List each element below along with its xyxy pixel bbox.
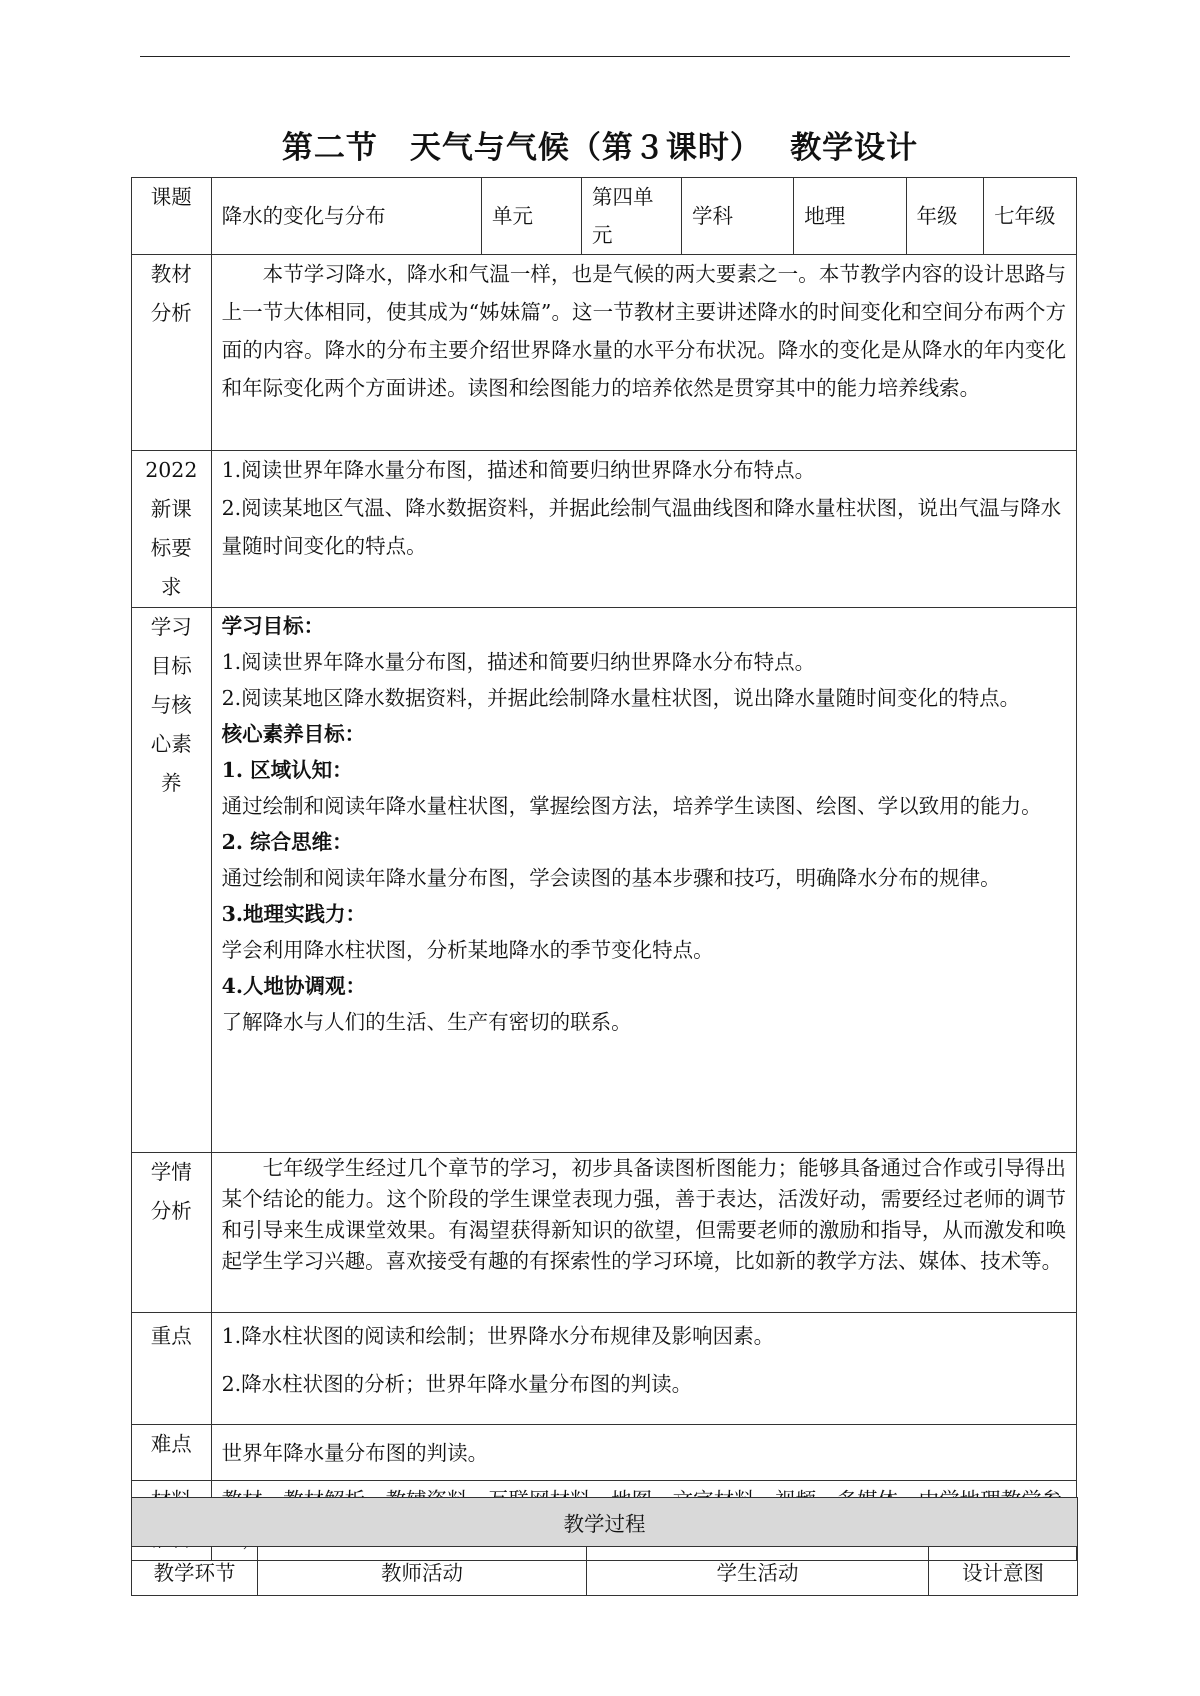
learning-item: 2.阅读某地区降水数据资料，并据此绘制降水量柱状图，说出降水量随时间变化的特点。 <box>221 686 1021 710</box>
difficulties-row <box>132 1425 1077 1481</box>
core-item-text: 了解降水与人们的生活、生产有密切的联系。 <box>221 1010 632 1034</box>
grade-value: 七年级 <box>984 178 1077 255</box>
core-item-text: 学会利用降水柱状图，分析某地降水的季节变化特点。 <box>221 938 714 962</box>
unit-value: 第四单元 <box>582 178 682 255</box>
core-item-text: 通过绘制和阅读年降水量分布图，学会读图的基本步骤和技巧，明确降水分布的规律。 <box>221 866 1001 890</box>
material-analysis-row <box>132 255 1077 451</box>
core-item-heading: 2. 综合思维： <box>221 830 353 854</box>
objectives-row <box>132 608 1077 1153</box>
grade-label: 年级 <box>906 178 984 255</box>
header-row <box>132 178 1077 255</box>
difficulties-label: 难点 <box>132 1425 212 1481</box>
process-column-header: 教学环节 <box>132 1547 258 1596</box>
key-points-text <box>211 1313 1076 1425</box>
lesson-plan-table <box>131 177 1077 1561</box>
core-item-text: 通过绘制和阅读年降水量柱状图，掌握绘图方法，培养学生读图、绘图、学以致用的能力。 <box>221 794 1042 818</box>
objectives-text <box>211 608 1076 1153</box>
curriculum-item: 1.阅读世界年降水量分布图，描述和简要归纳世界降水分布特点。 <box>221 458 816 482</box>
topic-value: 降水的变化与分布 <box>211 178 481 255</box>
curriculum-label: 2022 新课 标要 求 <box>132 451 212 608</box>
process-heading: 教学过程 <box>132 1498 1078 1547</box>
difficulties-text: 世界年降水量分布图的判读。 <box>211 1425 1076 1481</box>
learning-heading: 学习目标： <box>221 614 325 638</box>
curriculum-text <box>211 451 1076 608</box>
student-analysis-row <box>132 1153 1077 1313</box>
core-heading: 核心素养目标： <box>221 722 366 746</box>
topic-label: 课题 <box>132 178 212 255</box>
page-title: 第二节 天气与气候（第３课时） 教学设计 <box>281 130 919 166</box>
student-analysis-label: 学情 分析 <box>132 1153 212 1313</box>
header-rule <box>140 56 1070 57</box>
material-analysis-text: 本节学习降水，降水和气温一样，也是气候的两大要素之一。本节教学内容的设计思路与上一节大体相同，使其成为“姊妹篇”。这一节教材主要讲述降水的时间变化和空间分布两个方面的内容。降水的分布主要介绍世界降水量的水平分布状况。降水的变化是从降水的年内变化和年际变化两个方面讲述。读图和绘图能力的培养依然是贯穿其中的能力培养线索。 <box>211 255 1076 451</box>
process-column-header: 教师活动 <box>258 1547 587 1596</box>
curriculum-item: 2.阅读某地区气温、降水数据资料，并据此绘制气温曲线图和降水量柱状图，说出气温与降水量随时间变化的特点。 <box>221 496 1062 558</box>
key-point-item: 1.降水柱状图的阅读和绘制；世界降水分布规律及影响因素。 <box>221 1324 775 1348</box>
process-column-header: 学生活动 <box>587 1547 929 1596</box>
teaching-process-table <box>131 1497 1078 1596</box>
material-analysis-label: 教材 分析 <box>132 255 212 451</box>
key-points-row <box>132 1313 1077 1425</box>
key-point-item: 2.降水柱状图的分析；世界年降水量分布图的判读。 <box>221 1372 693 1396</box>
unit-label: 单元 <box>482 178 582 255</box>
curriculum-row <box>132 451 1077 608</box>
objectives-label: 学习 目标 与核 心素 养 <box>132 608 212 1153</box>
discipline-value: 地理 <box>794 178 906 255</box>
learning-item: 1.阅读世界年降水量分布图，描述和简要归纳世界降水分布特点。 <box>221 650 816 674</box>
core-item-heading: 3.地理实践力： <box>221 902 366 926</box>
student-analysis-text: 七年级学生经过几个章节的学习，初步具备读图析图能力；能够具备通过合作或引导得出某个结论的能力。这个阶段的学生课堂表现力强，善于表达，活泼好动，需要经过老师的调节和引导来生成课堂效果。有渴望获得新知识的欲望，但需要老师的激励和指导，从而激发和唤起学生学习兴趣。喜欢接受有趣的有探索性的学习环境，比如新的教学方法、媒体、技术等。 <box>211 1153 1076 1313</box>
core-item-heading: 4.人地协调观： <box>221 974 366 998</box>
discipline-label: 学科 <box>682 178 794 255</box>
key-points-label: 重点 <box>132 1313 212 1425</box>
process-column-header: 设计意图 <box>929 1547 1078 1596</box>
core-item-heading: 1. 区域认知： <box>221 758 353 782</box>
